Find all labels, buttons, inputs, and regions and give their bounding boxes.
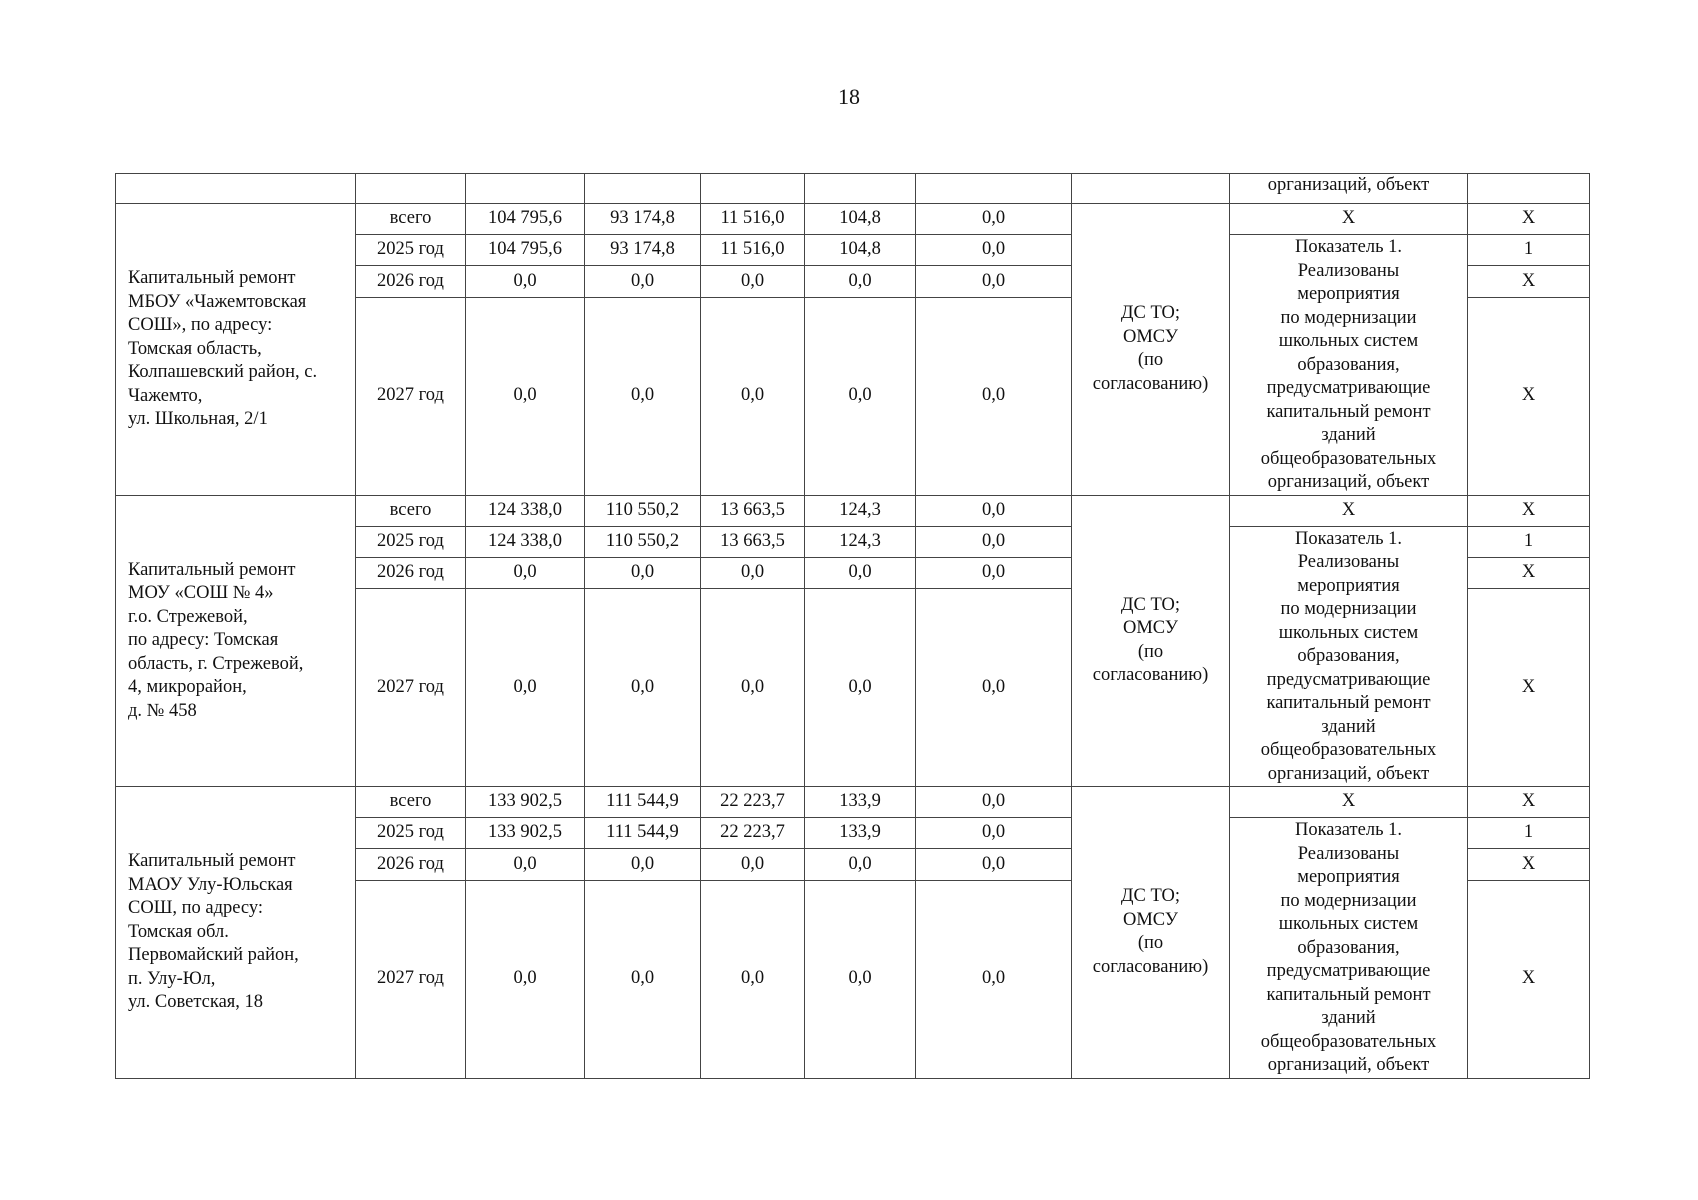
value-cell: 104 795,6 <box>466 235 585 266</box>
responsible-cell: ДС ТО; ОМСУ (по согласованию) <box>1072 495 1230 787</box>
value-cell: 0,0 <box>916 557 1072 588</box>
value-cell: 104,8 <box>805 204 916 235</box>
value-cell: 11 516,0 <box>701 204 805 235</box>
value-cell: 0,0 <box>701 297 805 495</box>
indicator-total-cell: Х <box>1230 787 1468 818</box>
target-cell: 1 <box>1468 526 1590 557</box>
period-cell: всего <box>356 495 466 526</box>
object-name: Капитальный ремонт МАОУ Улу-Юльская СОШ, по адресу: Томская обл. Первомайский район, п. Улу-Юл, ул. Советская, 18 <box>116 787 356 1079</box>
value-cell: 124,3 <box>805 526 916 557</box>
value-cell: 0,0 <box>916 204 1072 235</box>
continuation-text: организаций, объект <box>1230 174 1468 204</box>
value-cell: 0,0 <box>805 589 916 787</box>
object-name: Капитальный ремонт МБОУ «Чажемтовская СОШ», по адресу: Томская область, Колпашевский район, с. Чажемто, ул. Школьная, 2/1 <box>116 204 356 496</box>
value-cell: 0,0 <box>916 880 1072 1078</box>
object-name: Капитальный ремонт МОУ «СОШ № 4» г.о. Стрежевой, по адресу: Томская область, г. Стрежевой, 4, микрорайон, д. № 458 <box>116 495 356 787</box>
value-cell: 104 795,6 <box>466 204 585 235</box>
value-cell: 0,0 <box>466 589 585 787</box>
period-cell: 2026 год <box>356 849 466 880</box>
value-cell: 0,0 <box>916 589 1072 787</box>
value-cell: 0,0 <box>916 787 1072 818</box>
value-cell: 0,0 <box>466 849 585 880</box>
value-cell: 0,0 <box>701 589 805 787</box>
value-cell: 0,0 <box>585 266 701 297</box>
value-cell: 13 663,5 <box>701 526 805 557</box>
indicator-description: Показатель 1. Реализованы мероприятия по модернизации школьных систем образования, предусматривающие капитальный ремонт зданий общеобразовательных организаций, объект <box>1230 235 1468 496</box>
value-cell: 0,0 <box>805 297 916 495</box>
target-cell: Х <box>1468 297 1590 495</box>
indicator-description: Показатель 1. Реализованы мероприятия по модернизации школьных систем образования, предусматривающие капитальный ремонт зданий общеобразовательных организаций, объект <box>1230 526 1468 787</box>
value-cell: 0,0 <box>805 880 916 1078</box>
indicator-description: Показатель 1. Реализованы мероприятия по модернизации школьных систем образования, предусматривающие капитальный ремонт зданий общеобразовательных организаций, объект <box>1230 818 1468 1079</box>
value-cell: 0,0 <box>701 880 805 1078</box>
value-cell: 0,0 <box>805 266 916 297</box>
target-cell: Х <box>1468 204 1590 235</box>
value-cell: 0,0 <box>916 235 1072 266</box>
period-cell: 2027 год <box>356 297 466 495</box>
target-cell: Х <box>1468 880 1590 1078</box>
value-cell: 0,0 <box>805 557 916 588</box>
financing-table <box>115 173 1590 1079</box>
value-cell: 111 544,9 <box>585 818 701 849</box>
target-cell: Х <box>1468 787 1590 818</box>
value-cell: 0,0 <box>585 880 701 1078</box>
value-cell: 0,0 <box>585 589 701 787</box>
value-cell: 104,8 <box>805 235 916 266</box>
value-cell: 124 338,0 <box>466 526 585 557</box>
indicator-total-cell: Х <box>1230 204 1468 235</box>
responsible-cell: ДС ТО; ОМСУ (по согласованию) <box>1072 787 1230 1079</box>
period-cell: 2026 год <box>356 557 466 588</box>
value-cell: 133 902,5 <box>466 818 585 849</box>
value-cell: 111 544,9 <box>585 787 701 818</box>
target-cell: Х <box>1468 266 1590 297</box>
value-cell: 93 174,8 <box>585 204 701 235</box>
value-cell: 0,0 <box>916 849 1072 880</box>
value-cell: 0,0 <box>916 818 1072 849</box>
value-cell: 0,0 <box>701 557 805 588</box>
value-cell: 110 550,2 <box>585 495 701 526</box>
continuation-row <box>116 174 1590 204</box>
target-cell: Х <box>1468 557 1590 588</box>
period-cell: 2025 год <box>356 818 466 849</box>
value-cell: 124 338,0 <box>466 495 585 526</box>
value-cell: 0,0 <box>701 266 805 297</box>
period-cell: 2027 год <box>356 589 466 787</box>
table-row <box>116 787 1590 818</box>
target-cell: Х <box>1468 849 1590 880</box>
value-cell: 0,0 <box>466 880 585 1078</box>
value-cell: 11 516,0 <box>701 235 805 266</box>
period-cell: всего <box>356 787 466 818</box>
table-row <box>116 204 1590 235</box>
period-cell: всего <box>356 204 466 235</box>
page-number: 18 <box>838 84 860 109</box>
target-cell: Х <box>1468 495 1590 526</box>
target-cell: 1 <box>1468 818 1590 849</box>
value-cell: 22 223,7 <box>701 818 805 849</box>
period-cell: 2025 год <box>356 235 466 266</box>
period-cell: 2025 год <box>356 526 466 557</box>
value-cell: 0,0 <box>466 266 585 297</box>
value-cell: 0,0 <box>916 266 1072 297</box>
value-cell: 133,9 <box>805 787 916 818</box>
value-cell: 0,0 <box>585 557 701 588</box>
value-cell: 0,0 <box>466 297 585 495</box>
value-cell: 133 902,5 <box>466 787 585 818</box>
value-cell: 0,0 <box>701 849 805 880</box>
period-cell: 2026 год <box>356 266 466 297</box>
value-cell: 13 663,5 <box>701 495 805 526</box>
value-cell: 22 223,7 <box>701 787 805 818</box>
table-row <box>116 495 1590 526</box>
target-cell: 1 <box>1468 235 1590 266</box>
value-cell: 0,0 <box>916 526 1072 557</box>
value-cell: 110 550,2 <box>585 526 701 557</box>
value-cell: 0,0 <box>916 495 1072 526</box>
value-cell: 93 174,8 <box>585 235 701 266</box>
target-cell: Х <box>1468 589 1590 787</box>
value-cell: 0,0 <box>585 849 701 880</box>
indicator-total-cell: Х <box>1230 495 1468 526</box>
responsible-cell: ДС ТО; ОМСУ (по согласованию) <box>1072 204 1230 496</box>
value-cell: 0,0 <box>466 557 585 588</box>
value-cell: 0,0 <box>916 297 1072 495</box>
value-cell: 0,0 <box>805 849 916 880</box>
period-cell: 2027 год <box>356 880 466 1078</box>
value-cell: 124,3 <box>805 495 916 526</box>
value-cell: 0,0 <box>585 297 701 495</box>
value-cell: 133,9 <box>805 818 916 849</box>
